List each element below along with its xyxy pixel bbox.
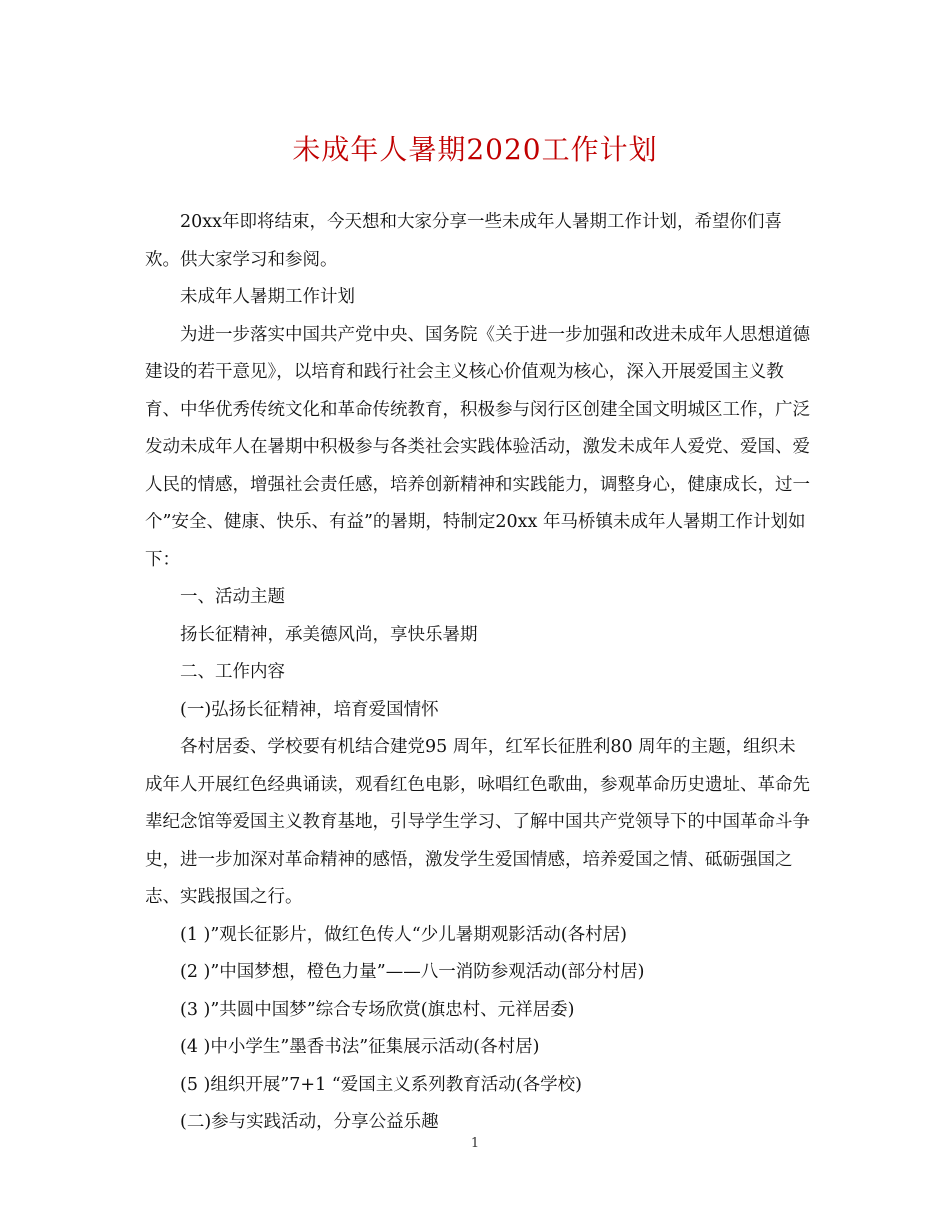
subsection-heading-2: (二)参与实践活动，分享公益乐趣 bbox=[180, 1112, 439, 1132]
list-item: (2 )”中国梦想，橙色力量”——八一消防参观活动(部分村居) bbox=[180, 962, 645, 982]
section-heading-theme: 一、活动主题 bbox=[180, 587, 285, 607]
section-heading-content: 二、工作内容 bbox=[180, 662, 285, 682]
list-item: (4 )中小学生”墨香书法”征集展示活动(各村居) bbox=[180, 1037, 540, 1057]
theme-paragraph: 扬长征精神，承美德风尚，享快乐暑期 bbox=[180, 624, 478, 645]
subsection-heading-1: (一)弘扬长征精神，培育爱国情怀 bbox=[180, 699, 439, 720]
document-body bbox=[145, 204, 813, 1142]
list-item: (1 )”观长征影片，做红色传人“少儿暑期观影活动(各村居) bbox=[180, 924, 627, 945]
list-item: (5 )组织开展”7+1 “爱国主义系列教育活动(各学校) bbox=[180, 1074, 582, 1095]
list-item: (3 )”共圆中国梦”综合专场欣赏(旗忠村、元祥居委) bbox=[180, 999, 575, 1020]
purpose-paragraph: 为进一步落实中国共产党中央、国务院《关于进一步加强和改进未成年人思想道德建设的若干意见》，以培育和践行社会主义核心价值观为核心，深入开展爱国主义教育、中华优秀传统文化和革命传统教育，积极参与闵行区创建全国文明城区工作，广泛发动未成年人在暑期中积极参与各类社会实践体验活动，激发未成年人爱党、爱国、爱人民的情感，增强社会责任感，培养创新精神和实践能力，调整身心，健康成长，过一个”安全、健康、快乐、有益”的暑期，特制定20xx 年马桥镇未成年人暑期工作计划如下： bbox=[145, 324, 810, 570]
document-title: 未成年人暑期2020工作计划 bbox=[292, 133, 658, 166]
subsection-paragraph-1: 各村居委、学校要有机结合建党95 周年，红军长征胜利80 周年的主题，组织未成年人开展红色经典诵读，观看红色电影，咏唱红色歌曲，参观革命历史遗址、革命先辈纪念馆等爱国主义教育基地，引导学生学习、了解中国共产党领导下的中国革命斗争史，进一步加深对革命精神的感悟，激发学生爱国情感，培养爱国之情、砥砺强国之志、实践报国之行。 bbox=[145, 737, 810, 907]
intro-paragraph: 20xx年即将结束，今天想和大家分享一些未成年人暑期工作计划，希望你们喜欢。供大家学习和参阅。 bbox=[145, 212, 783, 270]
subtitle-paragraph: 未成年人暑期工作计划 bbox=[180, 287, 355, 307]
page-number: 1 bbox=[470, 1136, 480, 1151]
